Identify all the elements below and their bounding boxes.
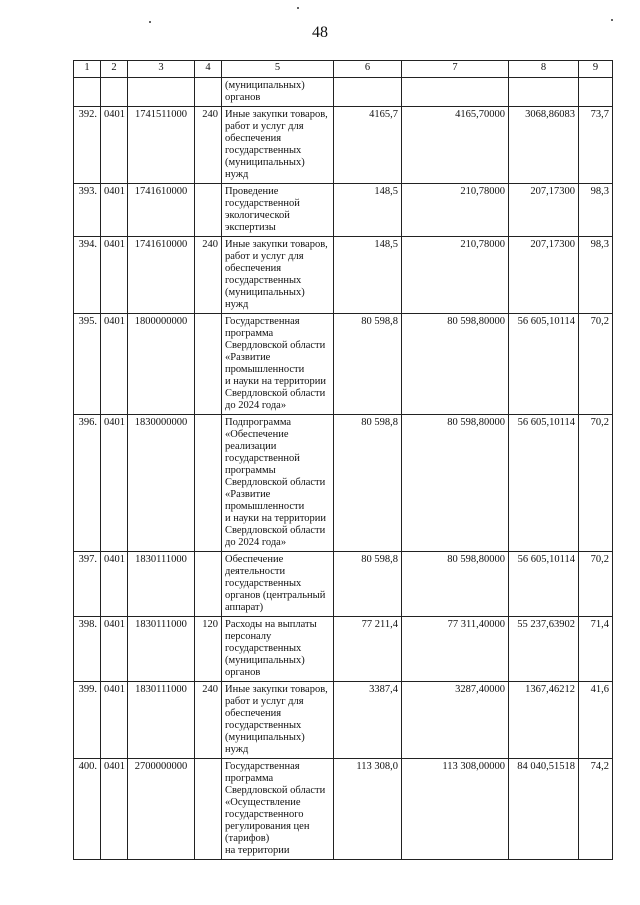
item-name-line: Государственная: [225, 761, 300, 772]
item-name-line: Свердловской области: [225, 477, 326, 488]
executed-amount: 56 605,10114: [509, 415, 579, 552]
revised-amount: 77 311,40000: [402, 617, 509, 682]
column-header: 1: [74, 61, 101, 78]
revised-amount: 4165,70000: [402, 107, 509, 184]
table-row: [74, 415, 613, 552]
execution-percent: 98,3: [579, 237, 613, 314]
table-row: [74, 552, 613, 617]
section-code: 0401: [101, 107, 128, 184]
planned-amount: 3387,4: [334, 682, 402, 759]
section-code: [101, 78, 128, 107]
item-name-line: органов: [225, 92, 261, 103]
item-name-line: (тарифов): [225, 833, 270, 844]
execution-percent: 70,2: [579, 415, 613, 552]
item-name-line: реализации: [225, 441, 277, 452]
target-article-code: 1741610000: [128, 237, 195, 314]
column-header: 8: [509, 61, 579, 78]
row-number: 393.: [74, 184, 101, 237]
item-name-line: программа: [225, 328, 274, 339]
item-name-line: государственных: [225, 578, 302, 589]
item-name: [222, 617, 334, 682]
item-name-line: обеспечения: [225, 133, 282, 144]
table-row: [74, 78, 613, 107]
column-header: 7: [402, 61, 509, 78]
section-code: 0401: [101, 617, 128, 682]
table-row: [74, 314, 613, 415]
item-name-line: программы: [225, 465, 276, 476]
item-name-line: экспертизы: [225, 222, 276, 233]
row-number: 395.: [74, 314, 101, 415]
item-name-line: и науки на территории: [225, 513, 327, 524]
column-number-row: [74, 61, 613, 78]
item-name: [222, 78, 334, 107]
revised-amount: 80 598,80000: [402, 314, 509, 415]
item-name-line: (муниципальных): [225, 80, 305, 91]
column-header: 5: [222, 61, 334, 78]
execution-percent: 70,2: [579, 552, 613, 617]
revised-amount: 113 308,00000: [402, 759, 509, 860]
target-article-code: 1800000000: [128, 314, 195, 415]
target-article-code: 1741610000: [128, 184, 195, 237]
revised-amount: 210,78000: [402, 237, 509, 314]
section-code: 0401: [101, 184, 128, 237]
column-header: 3: [128, 61, 195, 78]
column-header: 2: [101, 61, 128, 78]
target-article-code: 1830111000: [128, 682, 195, 759]
planned-amount: 148,5: [334, 184, 402, 237]
item-name-line: Иные закупки товаров,: [225, 684, 328, 695]
section-code: 0401: [101, 682, 128, 759]
scan-speck: [149, 21, 151, 23]
revised-amount: 80 598,80000: [402, 415, 509, 552]
item-name-line: Расходы на выплаты: [225, 619, 317, 630]
execution-percent: 71,4: [579, 617, 613, 682]
item-name-line: органов: [225, 667, 261, 678]
item-name-line: Государственная: [225, 316, 300, 327]
item-name: [222, 314, 334, 415]
expense-type-code: [195, 759, 222, 860]
item-name-line: промышленности: [225, 364, 305, 375]
target-article-code: 1830000000: [128, 415, 195, 552]
execution-percent: 41,6: [579, 682, 613, 759]
target-article-code: 1741511000: [128, 107, 195, 184]
item-name-line: Свердловской области: [225, 785, 326, 796]
item-name: [222, 107, 334, 184]
table-row: [74, 682, 613, 759]
budget-table: [73, 60, 613, 860]
revised-amount: 80 598,80000: [402, 552, 509, 617]
expense-type-code: 240: [195, 107, 222, 184]
item-name-line: на территории: [225, 845, 290, 856]
section-code: 0401: [101, 552, 128, 617]
expense-type-code: [195, 415, 222, 552]
expense-type-code: [195, 78, 222, 107]
row-number: 398.: [74, 617, 101, 682]
item-name-line: «Обеспечение: [225, 429, 289, 440]
table-row: [74, 237, 613, 314]
item-name-line: государственных: [225, 275, 302, 286]
execution-percent: 98,3: [579, 184, 613, 237]
item-name: [222, 184, 334, 237]
item-name-line: обеспечения: [225, 708, 282, 719]
item-name-line: работ и услуг для: [225, 121, 304, 132]
executed-amount: 56 605,10114: [509, 314, 579, 415]
execution-percent: 70,2: [579, 314, 613, 415]
revised-amount: 210,78000: [402, 184, 509, 237]
column-header: 9: [579, 61, 613, 78]
table-row: [74, 107, 613, 184]
expense-type-code: 240: [195, 237, 222, 314]
executed-amount: 55 237,63902: [509, 617, 579, 682]
item-name-line: (муниципальных) нужд: [225, 732, 305, 755]
item-name-line: Иные закупки товаров,: [225, 239, 328, 250]
expense-type-code: 240: [195, 682, 222, 759]
item-name-line: деятельности: [225, 566, 286, 577]
expense-type-code: [195, 184, 222, 237]
revised-amount: 3287,40000: [402, 682, 509, 759]
item-name-line: Свердловской области: [225, 525, 326, 536]
item-name-line: (муниципальных) нужд: [225, 287, 305, 310]
executed-amount: 56 605,10114: [509, 552, 579, 617]
executed-amount: 3068,86083: [509, 107, 579, 184]
target-article-code: [128, 78, 195, 107]
section-code: 0401: [101, 237, 128, 314]
item-name-line: персоналу: [225, 631, 272, 642]
target-article-code: 1830111000: [128, 617, 195, 682]
item-name-line: Обеспечение: [225, 554, 284, 565]
item-name-line: государственной: [225, 453, 300, 464]
item-name-line: Проведение: [225, 186, 279, 197]
item-name: [222, 415, 334, 552]
section-code: 0401: [101, 759, 128, 860]
item-name-line: работ и услуг для: [225, 251, 304, 262]
item-name-line: Иные закупки товаров,: [225, 109, 328, 120]
executed-amount: [509, 78, 579, 107]
revised-amount: [402, 78, 509, 107]
item-name-line: «Развитие: [225, 489, 271, 500]
executed-amount: 207,17300: [509, 184, 579, 237]
executed-amount: 207,17300: [509, 237, 579, 314]
planned-amount: 113 308,0: [334, 759, 402, 860]
planned-amount: 80 598,8: [334, 552, 402, 617]
executed-amount: 84 040,51518: [509, 759, 579, 860]
item-name-line: и науки на территории: [225, 376, 327, 387]
planned-amount: 77 211,4: [334, 617, 402, 682]
scan-speck: [611, 19, 613, 21]
column-header: 6: [334, 61, 402, 78]
page-number: 48: [312, 24, 328, 41]
item-name: [222, 682, 334, 759]
row-number: 394.: [74, 237, 101, 314]
section-code: 0401: [101, 314, 128, 415]
item-name-line: экологической: [225, 210, 290, 221]
row-number: 400.: [74, 759, 101, 860]
item-name-line: обеспечения: [225, 263, 282, 274]
planned-amount: 148,5: [334, 237, 402, 314]
item-name-line: программа: [225, 773, 274, 784]
scan-speck: [297, 7, 299, 9]
item-name-line: органов (центральный: [225, 590, 326, 601]
item-name-line: Свердловской области: [225, 388, 326, 399]
planned-amount: [334, 78, 402, 107]
item-name-line: «Осуществление: [225, 797, 301, 808]
target-article-code: 2700000000: [128, 759, 195, 860]
planned-amount: 4165,7: [334, 107, 402, 184]
item-name-line: промышленности: [225, 501, 305, 512]
executed-amount: 1367,46212: [509, 682, 579, 759]
expense-type-code: [195, 314, 222, 415]
table-row: [74, 617, 613, 682]
planned-amount: 80 598,8: [334, 314, 402, 415]
row-number: 392.: [74, 107, 101, 184]
execution-percent: [579, 78, 613, 107]
item-name-line: государственной: [225, 198, 300, 209]
item-name-line: (муниципальных) нужд: [225, 157, 305, 180]
row-number: [74, 78, 101, 107]
expense-type-code: [195, 552, 222, 617]
item-name-line: до 2024 года»: [225, 400, 287, 411]
row-number: 397.: [74, 552, 101, 617]
table-row: [74, 184, 613, 237]
item-name-line: государственного: [225, 809, 304, 820]
expense-type-code: 120: [195, 617, 222, 682]
item-name-line: Подпрограмма: [225, 417, 292, 428]
table-row: [74, 759, 613, 860]
item-name-line: государственных: [225, 643, 302, 654]
item-name-line: «Развитие: [225, 352, 271, 363]
item-name-line: (муниципальных): [225, 655, 305, 666]
item-name-line: до 2024 года»: [225, 537, 287, 548]
item-name-line: государственных: [225, 145, 302, 156]
item-name: [222, 237, 334, 314]
item-name-line: аппарат): [225, 602, 264, 613]
item-name-line: регулирования цен: [225, 821, 310, 832]
item-name-line: Свердловской области: [225, 340, 326, 351]
item-name-line: государственных: [225, 720, 302, 731]
item-name-line: работ и услуг для: [225, 696, 304, 707]
execution-percent: 73,7: [579, 107, 613, 184]
column-header: 4: [195, 61, 222, 78]
row-number: 396.: [74, 415, 101, 552]
planned-amount: 80 598,8: [334, 415, 402, 552]
item-name: [222, 759, 334, 860]
row-number: 399.: [74, 682, 101, 759]
target-article-code: 1830111000: [128, 552, 195, 617]
section-code: 0401: [101, 415, 128, 552]
execution-percent: 74,2: [579, 759, 613, 860]
item-name: [222, 552, 334, 617]
